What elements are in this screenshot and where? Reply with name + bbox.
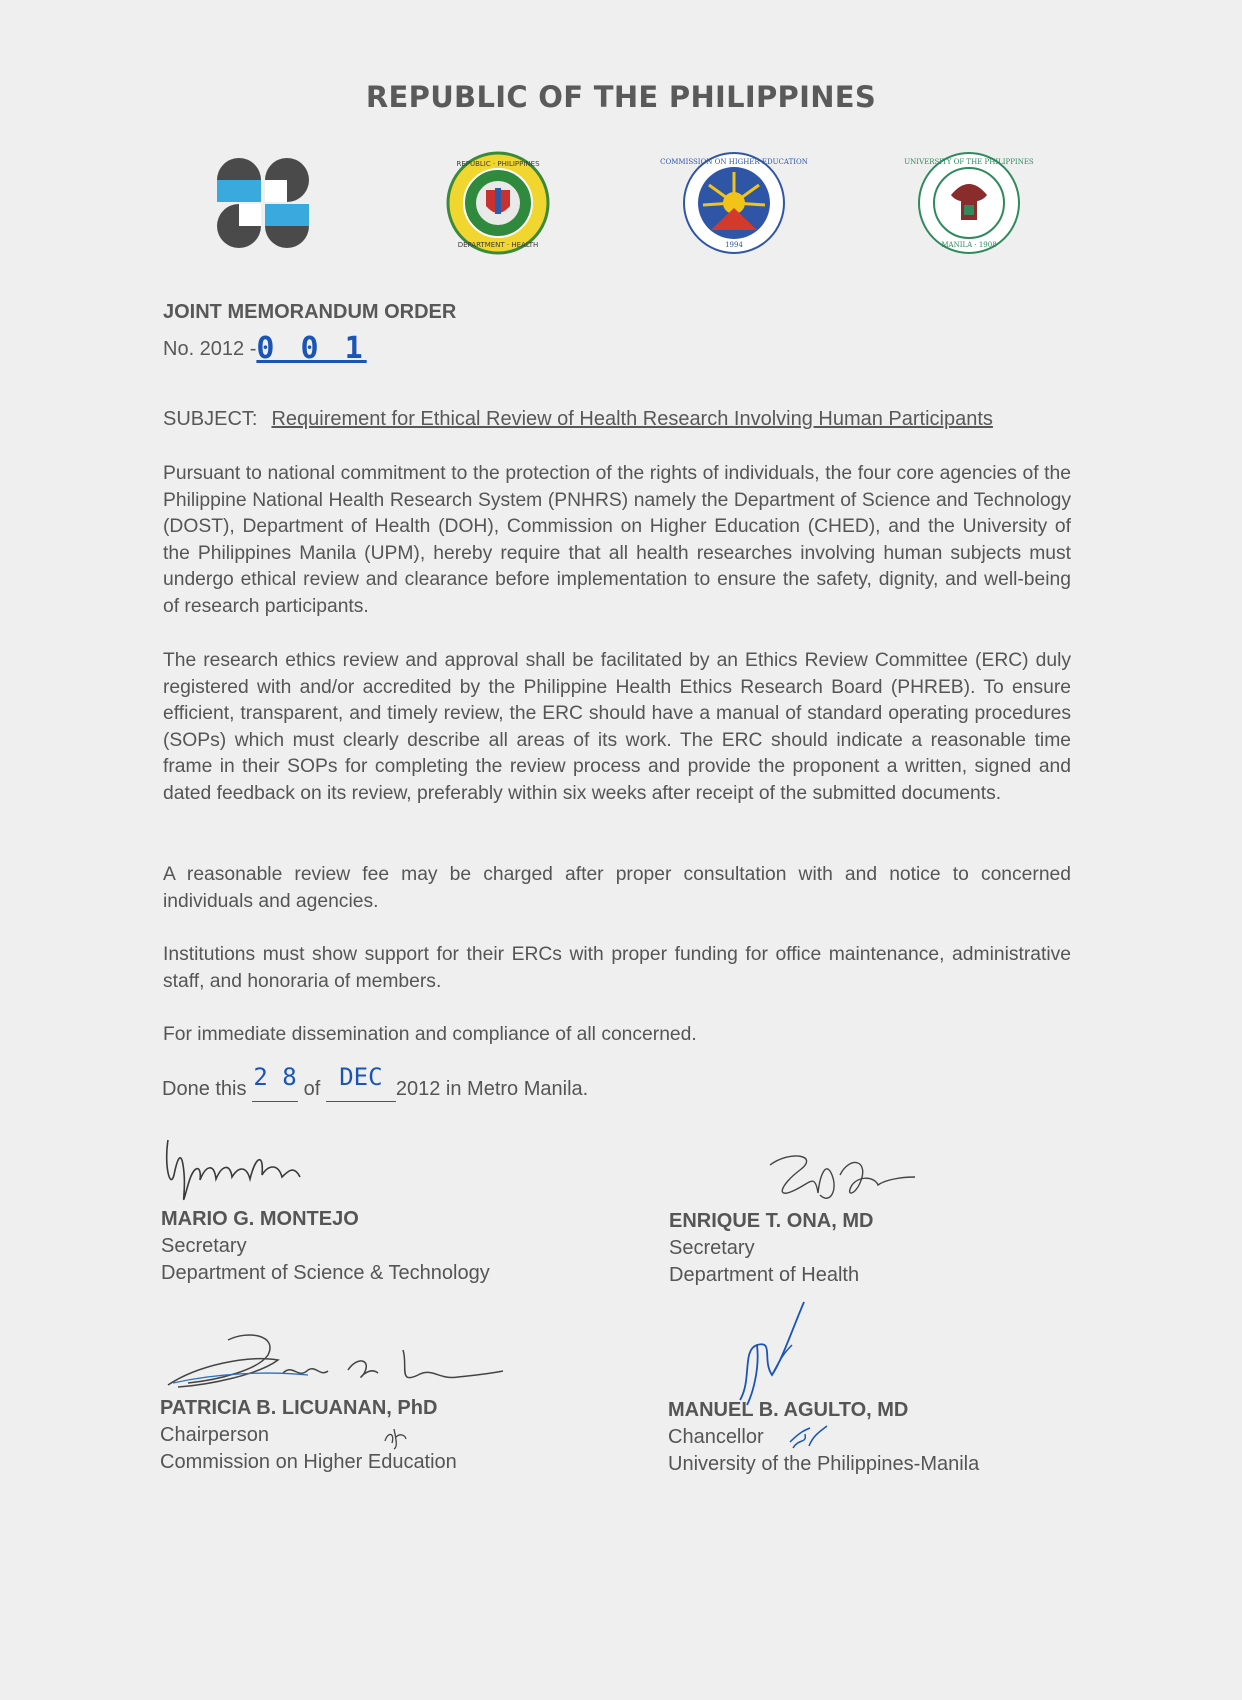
signatory-agency: Commission on Higher Education — [160, 1451, 457, 1473]
paragraph-5: For immediate dissemination and compliance of all concerned. — [163, 1024, 697, 1045]
signatory-block-doh — [669, 1208, 873, 1289]
ched-seal — [660, 150, 808, 256]
done-day-blank — [252, 1063, 298, 1102]
svg-text:UNIVERSITY OF THE PHILIPPINES: UNIVERSITY OF THE PHILIPPINES — [904, 158, 1034, 166]
memo-number — [163, 328, 367, 366]
memo-number-prefix: No. 2012 - — [163, 338, 257, 360]
signatory-agency: University of the Philippines-Manila — [668, 1453, 980, 1475]
done-of: of — [303, 1078, 321, 1100]
signatory-title: Chairperson — [160, 1424, 269, 1446]
svg-text:DEPARTMENT · HEALTH: DEPARTMENT · HEALTH — [457, 241, 539, 249]
signatory-block-ched — [160, 1395, 457, 1476]
signature-montejo — [160, 1135, 330, 1215]
svg-text:COMMISSION ON HIGHER EDUCATION: COMMISSION ON HIGHER EDUCATION — [660, 158, 808, 166]
memo-heading: JOINT MEMORANDUM ORDER — [163, 301, 457, 323]
done-day-stamp: 2 8 — [253, 1063, 297, 1091]
document-title: REPUBLIC OF THE PHILIPPINES — [365, 80, 877, 114]
done-month-blank — [326, 1063, 396, 1102]
signature-agulto — [712, 1300, 822, 1410]
signatory-agency: Department of Health — [669, 1264, 860, 1286]
signatory-block-up — [668, 1397, 979, 1478]
dost-logo — [211, 150, 317, 256]
memo-number-stamp: 0 0 1 — [256, 331, 367, 366]
doh-seal — [445, 150, 551, 256]
subject-label: SUBJECT: — [163, 408, 258, 430]
svg-text:1994: 1994 — [725, 241, 743, 249]
paragraph-3: A reasonable review fee may be charged after proper consultation with and notice to concerned individuals and agencies. — [163, 864, 1071, 912]
svg-text:MANILA · 1908: MANILA · 1908 — [941, 241, 997, 249]
signatory-agency: Department of Science & Technology — [161, 1262, 490, 1284]
paragraph-2: The research ethics review and approval shall be facilitated by an Ethics Review Committee (ERC) duly registered with and/or accredited by the Philippine Health Ethics Research Board (PHREB). To ensure efficient, transparent, and timely review, the ERC should have a manual of standard operating procedures (SOPs) which must clearly describe all areas of its work. The ERC should indicate a reasonable time frame in their SOPs for completing the review process and provide the proponent a written, signed and dated feedback on its review, preferably within six weeks after receipt of the submitted documents. — [163, 650, 1071, 804]
paragraph-4: Institutions must show support for their ERCs with proper funding for office maintenance, administrative staff, and honoraria of members. — [163, 944, 1071, 992]
paragraph-1: Pursuant to national commitment to the protection of the rights of individuals, the four core agencies of the Philippine National Health Research System (PNHRS) namely the Department of Science and Technology (DOST), Department of Health (DOH), Commission on Higher Education (CHED), and the University of the Philippines Manila (UPM), hereby require that all health researches involving human subjects must undergo ethical review and clearance before implementation to ensure the safety, dignity, and well-being of research participants. — [163, 463, 1071, 617]
up-seal — [904, 150, 1034, 256]
signatory-block-dost — [161, 1206, 490, 1287]
signatory-title: Chancellor — [668, 1426, 764, 1448]
svg-text:REPUBLIC · PHILIPPINES: REPUBLIC · PHILIPPINES — [456, 160, 540, 168]
signatory-name: MANUEL B. AGULTO, MD — [668, 1399, 909, 1421]
signature-ona — [760, 1145, 920, 1215]
signatory-name: MARIO G. MONTEJO — [161, 1208, 359, 1230]
signature-licuanan — [158, 1325, 508, 1400]
done-month-stamp: DEC — [339, 1063, 383, 1091]
signatory-name: ENRIQUE T. ONA, MD — [669, 1210, 874, 1232]
done-prefix: Done this — [162, 1078, 247, 1100]
signatory-title: Secretary — [669, 1237, 755, 1259]
done-suffix: 2012 in Metro Manila. — [395, 1078, 589, 1100]
done-line — [162, 1063, 589, 1102]
signatory-title: Secretary — [161, 1235, 247, 1257]
subject-line — [163, 408, 993, 431]
subject-text: Requirement for Ethical Review of Health Research Involving Human Participants — [271, 408, 993, 430]
signatory-name: PATRICIA B. LICUANAN, PhD — [160, 1397, 438, 1419]
